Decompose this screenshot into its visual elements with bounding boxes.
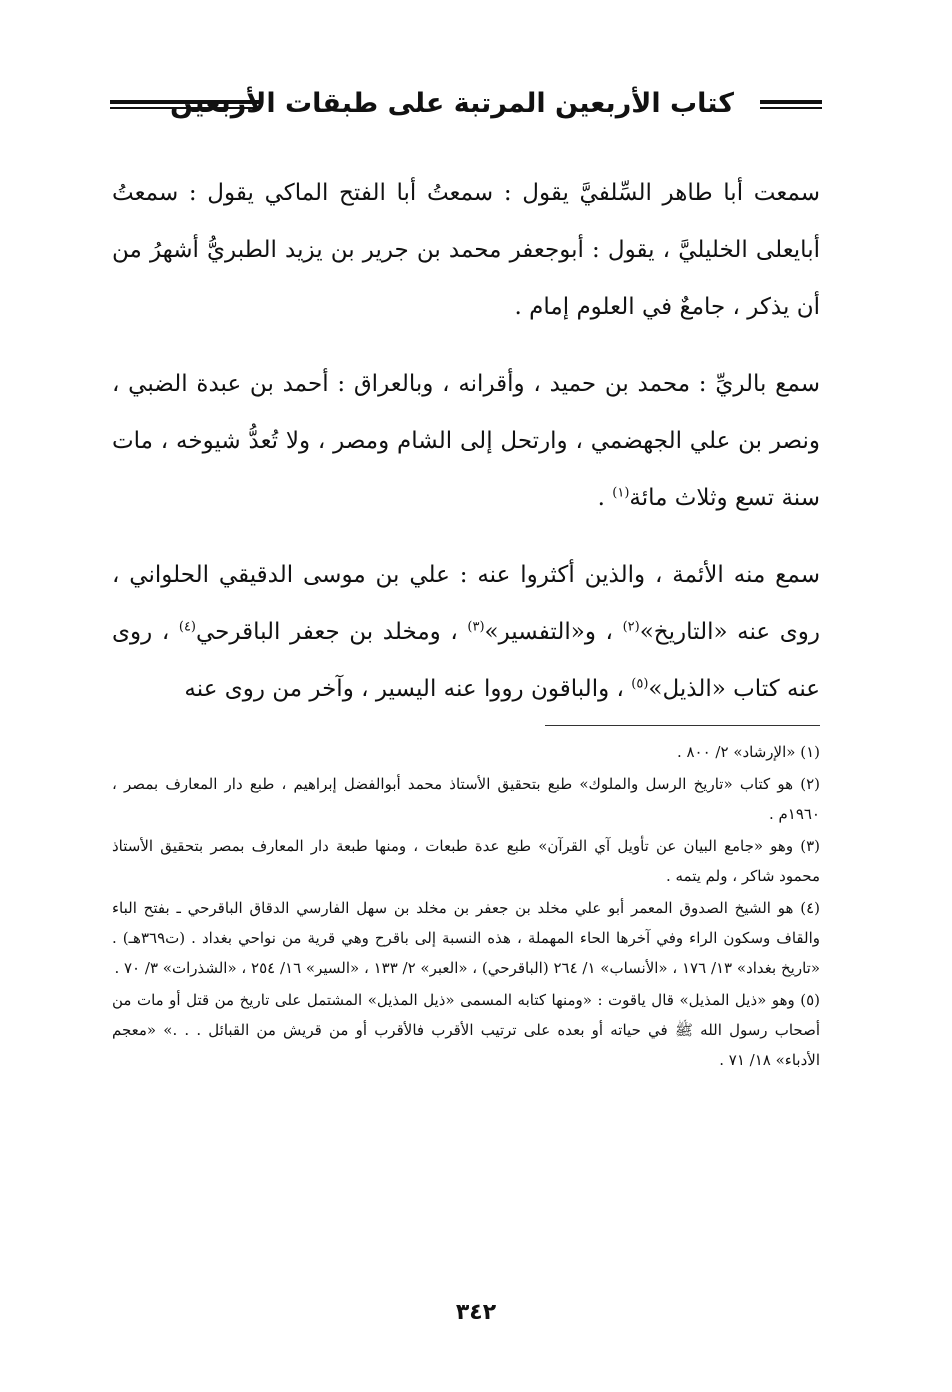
paragraph-1-text: سمعت أبا طاهر السِّلفيَّ يقول : سمعتُ أبا الفتح الماكي يقول : سمعتُ أبايعلى الخليليَّ ، يقول : أبوجعفر محمد بن جرير بن يزيد الطبريُّ أشهرُ من أن يذكر ، جامعٌ في العلوم إمام . bbox=[112, 180, 820, 320]
header-title: كتاب الأربعين المرتبة على طبقات الأربعين bbox=[170, 88, 734, 119]
footnote-ref-1[interactable]: (١) bbox=[612, 485, 630, 501]
paragraph-3-part-3: ، ومخلد بن جعفر الباقرحي bbox=[196, 619, 468, 645]
footnote-separator bbox=[545, 725, 820, 726]
footnote-3: (٣) وهو «جامع البيان عن تأويل آي القرآن» طبع عدة طبعات ، ومنها طبعة دار المعارف بمصر بتحقيق الأستاذ محمود شاكر ، ولم يتمه . bbox=[112, 837, 820, 885]
paragraph-2-end: . bbox=[597, 485, 613, 511]
footnote-5: (٥) وهو «ذيل المذيل» قال ياقوت : «ومنها كتابه المسمى «ذيل المذيل» المشتمل على تاريخ من قتل أو مات من أصحاب رسول الله ﷺ في حياته أو بعده على ترتيب الأقرب فالأقرب أو من قريش من القبائل . . .» «معجم الأدباء» ١٨/ ٧١ . bbox=[112, 991, 820, 1069]
footnote-ref-3[interactable]: (٣) bbox=[467, 619, 485, 635]
footnote-ref-5[interactable]: (٥) bbox=[631, 676, 649, 692]
header-rule-right bbox=[760, 100, 822, 109]
paragraph-3-part-1: سمع منه الأئمة ، والذين أكثروا عنه : علي بن موسى الدقيقي الحلواني ، روى عنه «التاريخ» bbox=[112, 562, 820, 645]
footnote-4: (٤) هو الشيخ الصدوق المعمر أبو علي مخلد بن جعفر بن مخلد بن سهل الفارسي الدقاق الباقرحي ـ بفتح الباء والقاف وسكون الراء وفي آخرها الحاء المهملة ، هذه النسبة إلى باقرح وهي قرية من نواحي بغداد . (ت٣٦٩هـ) . «تاريخ بغداد» ١٣/ ١٧٦ ، «الأنساب» ١/ ٢٦٤ (الباقرحي) ، «العبر» ٢/ ١٣٣ ، «السير» ١٦/ ٢٥٤ ، «الشذرات» ٣/ ٧٠ . bbox=[112, 899, 820, 977]
paragraph-3-part-5: ، والباقون رووا عنه اليسير ، وآخر من روى عنه bbox=[184, 676, 632, 702]
paragraph-3-part-4: ، روى عنه كتاب «الذيل» bbox=[112, 619, 820, 702]
running-header bbox=[110, 88, 822, 128]
paragraph-3-part-2: ، و«التفسير» bbox=[484, 619, 623, 645]
paragraph-2-text: سمع بالريِّ : محمد بن حميد ، وأقرانه ، وبالعراق : أحمد بن عبدة الضبي ، ونصر بن علي الجهضمي ، وارتحل إلى الشام ومصر ، ولا تُعدُّ شيوخه ، مات سنة تسع وثلاث مائة bbox=[112, 371, 820, 511]
main-text bbox=[112, 165, 820, 738]
footnote-ref-4[interactable]: (٤) bbox=[178, 619, 196, 635]
footnote-1: (١) «الإرشاد» ٢/ ٨٠٠ . bbox=[676, 743, 820, 761]
page-number: ٣٤٢ bbox=[455, 1300, 497, 1325]
footnote-ref-2[interactable]: (٢) bbox=[622, 619, 640, 635]
paragraph-2 bbox=[112, 356, 820, 527]
footnotes bbox=[112, 737, 820, 1077]
paragraph-1 bbox=[112, 165, 820, 336]
footnote-2: (٢) هو كتاب «تاريخ الرسل والملوك» طبع بتحقيق الأستاذ محمد أبوالفضل إبراهيم ، طبع دار المعارف بمصر ، ١٩٦٠م . bbox=[112, 775, 820, 823]
paragraph-3 bbox=[112, 547, 820, 718]
